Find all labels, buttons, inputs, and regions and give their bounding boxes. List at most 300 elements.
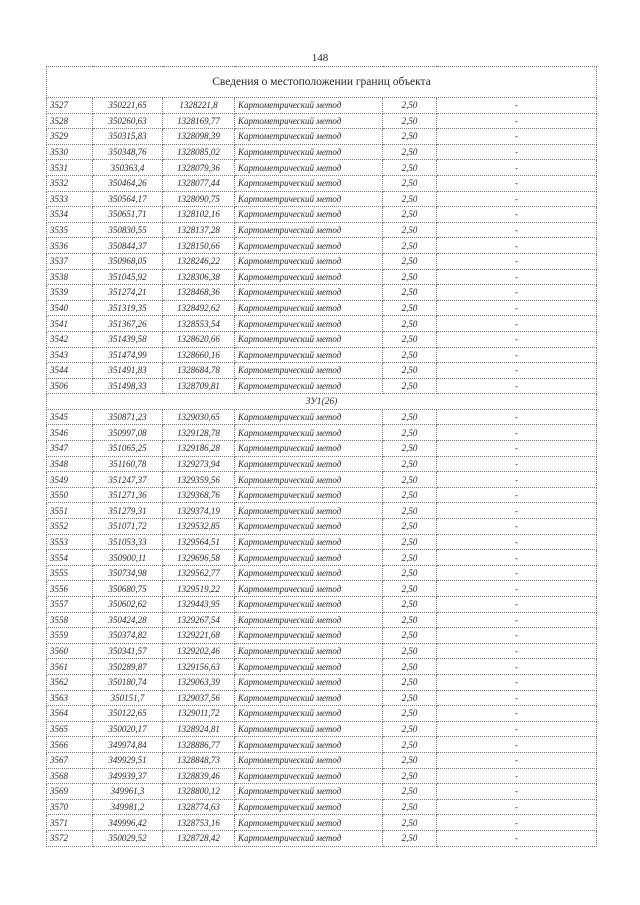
x-coordinate-cell: 349961,3 xyxy=(93,784,163,800)
method-cell: Картометрический метод xyxy=(235,519,383,535)
method-cell: Картометрический метод xyxy=(235,674,383,690)
accuracy-cell: 2,50 xyxy=(383,830,437,846)
x-coordinate-cell: 351274,21 xyxy=(93,285,163,301)
point-number-cell: 3544 xyxy=(47,363,93,379)
point-number-cell: 3534 xyxy=(47,207,93,223)
description-cell: - xyxy=(437,175,597,191)
method-cell: Картометрический метод xyxy=(235,799,383,815)
description-cell: - xyxy=(437,253,597,269)
point-number-cell: 3569 xyxy=(47,784,93,800)
table-row xyxy=(47,129,597,145)
description-cell: - xyxy=(437,113,597,129)
accuracy-cell: 2,50 xyxy=(383,175,437,191)
x-coordinate-cell: 351071,72 xyxy=(93,519,163,535)
method-cell: Картометрический метод xyxy=(235,363,383,379)
table-row xyxy=(47,721,597,737)
point-number-cell: 3560 xyxy=(47,643,93,659)
method-cell: Картометрический метод xyxy=(235,222,383,238)
method-cell: Картометрический метод xyxy=(235,721,383,737)
y-coordinate-cell: 1328753,16 xyxy=(163,815,235,831)
y-coordinate-cell: 1328924,81 xyxy=(163,721,235,737)
point-number-cell: 3549 xyxy=(47,472,93,488)
table-row xyxy=(47,378,597,394)
accuracy-cell: 2,50 xyxy=(383,534,437,550)
table-row xyxy=(47,113,597,129)
description-cell: - xyxy=(437,441,597,457)
method-cell: Картометрический метод xyxy=(235,659,383,675)
accuracy-cell: 2,50 xyxy=(383,331,437,347)
description-cell: - xyxy=(437,534,597,550)
point-number-cell: 3531 xyxy=(47,160,93,176)
table-row xyxy=(47,628,597,644)
x-coordinate-cell: 351439,58 xyxy=(93,331,163,347)
point-number-cell: 3561 xyxy=(47,659,93,675)
method-cell: Картометрический метод xyxy=(235,300,383,316)
page-number: 148 xyxy=(311,52,329,64)
accuracy-cell: 2,50 xyxy=(383,799,437,815)
method-cell: Картометрический метод xyxy=(235,737,383,753)
x-coordinate-cell: 350180,74 xyxy=(93,674,163,690)
table-row xyxy=(47,550,597,566)
x-coordinate-cell: 349929,51 xyxy=(93,752,163,768)
point-number-cell: 3553 xyxy=(47,534,93,550)
accuracy-cell: 2,50 xyxy=(383,737,437,753)
description-cell: - xyxy=(437,144,597,160)
accuracy-cell: 2,50 xyxy=(383,191,437,207)
accuracy-cell: 2,50 xyxy=(383,628,437,644)
point-number-cell: 3539 xyxy=(47,285,93,301)
method-cell: Картометрический метод xyxy=(235,144,383,160)
x-coordinate-cell: 350260,63 xyxy=(93,113,163,129)
point-number-cell: 3547 xyxy=(47,441,93,457)
method-cell: Картометрический метод xyxy=(235,441,383,457)
point-number-cell: 3541 xyxy=(47,316,93,332)
y-coordinate-cell: 1328468,36 xyxy=(163,285,235,301)
y-coordinate-cell: 1329030,65 xyxy=(163,409,235,425)
table-row xyxy=(47,581,597,597)
point-number-cell: 3533 xyxy=(47,191,93,207)
point-number-cell: 3563 xyxy=(47,690,93,706)
table-row xyxy=(47,612,597,628)
point-number-cell: 3532 xyxy=(47,175,93,191)
y-coordinate-cell: 1329519,22 xyxy=(163,581,235,597)
point-number-cell: 3550 xyxy=(47,487,93,503)
table-row xyxy=(47,534,597,550)
point-number-cell: 3566 xyxy=(47,737,93,753)
accuracy-cell: 2,50 xyxy=(383,612,437,628)
accuracy-cell: 2,50 xyxy=(383,300,437,316)
x-coordinate-cell: 350651,71 xyxy=(93,207,163,223)
y-coordinate-cell: 1329011,72 xyxy=(163,706,235,722)
method-cell: Картометрический метод xyxy=(235,487,383,503)
y-coordinate-cell: 1328102,16 xyxy=(163,207,235,223)
y-coordinate-cell: 1329128,78 xyxy=(163,425,235,441)
table-row xyxy=(47,659,597,675)
description-cell: - xyxy=(437,721,597,737)
description-cell: - xyxy=(437,784,597,800)
description-cell: - xyxy=(437,409,597,425)
table-row xyxy=(47,222,597,238)
x-coordinate-cell: 350871,23 xyxy=(93,409,163,425)
table-row xyxy=(47,269,597,285)
accuracy-cell: 2,50 xyxy=(383,113,437,129)
y-coordinate-cell: 1328774,63 xyxy=(163,799,235,815)
accuracy-cell: 2,50 xyxy=(383,768,437,784)
method-cell: Картометрический метод xyxy=(235,331,383,347)
table-row xyxy=(47,519,597,535)
point-number-cell: 3568 xyxy=(47,768,93,784)
x-coordinate-cell: 350602,62 xyxy=(93,597,163,613)
method-cell: Картометрический метод xyxy=(235,347,383,363)
table-row xyxy=(47,456,597,472)
method-cell: Картометрический метод xyxy=(235,534,383,550)
accuracy-cell: 2,50 xyxy=(383,519,437,535)
x-coordinate-cell: 351053,33 xyxy=(93,534,163,550)
method-cell: Картометрический метод xyxy=(235,238,383,254)
description-cell: - xyxy=(437,519,597,535)
x-coordinate-cell: 350734,98 xyxy=(93,565,163,581)
accuracy-cell: 2,50 xyxy=(383,425,437,441)
method-cell: Картометрический метод xyxy=(235,768,383,784)
method-cell: Картометрический метод xyxy=(235,581,383,597)
table-row xyxy=(47,144,597,160)
description-cell: - xyxy=(437,550,597,566)
method-cell: Картометрический метод xyxy=(235,612,383,628)
y-coordinate-cell: 1328090,75 xyxy=(163,191,235,207)
point-number-cell: 3552 xyxy=(47,519,93,535)
point-number-cell: 3529 xyxy=(47,129,93,145)
y-coordinate-cell: 1328848,73 xyxy=(163,752,235,768)
accuracy-cell: 2,50 xyxy=(383,441,437,457)
description-cell: - xyxy=(437,378,597,394)
description-cell: - xyxy=(437,830,597,846)
description-cell: - xyxy=(437,737,597,753)
point-number-cell: 3572 xyxy=(47,830,93,846)
method-cell: Картометрический метод xyxy=(235,690,383,706)
accuracy-cell: 2,50 xyxy=(383,456,437,472)
x-coordinate-cell: 351474,99 xyxy=(93,347,163,363)
x-coordinate-cell: 351247,37 xyxy=(93,472,163,488)
table-row xyxy=(47,363,597,379)
description-cell: - xyxy=(437,503,597,519)
table-row xyxy=(47,285,597,301)
accuracy-cell: 2,50 xyxy=(383,674,437,690)
description-cell: - xyxy=(437,129,597,145)
accuracy-cell: 2,50 xyxy=(383,160,437,176)
method-cell: Картометрический метод xyxy=(235,830,383,846)
description-cell: - xyxy=(437,160,597,176)
point-number-cell: 3571 xyxy=(47,815,93,831)
table-row xyxy=(47,98,597,114)
y-coordinate-cell: 1328306,38 xyxy=(163,269,235,285)
method-cell: Картометрический метод xyxy=(235,706,383,722)
y-coordinate-cell: 1328684,78 xyxy=(163,363,235,379)
accuracy-cell: 2,50 xyxy=(383,316,437,332)
accuracy-cell: 2,50 xyxy=(383,503,437,519)
x-coordinate-cell: 350564,17 xyxy=(93,191,163,207)
accuracy-cell: 2,50 xyxy=(383,129,437,145)
description-cell: - xyxy=(437,799,597,815)
method-cell: Картометрический метод xyxy=(235,269,383,285)
point-number-cell: 3546 xyxy=(47,425,93,441)
y-coordinate-cell: 1328150,66 xyxy=(163,238,235,254)
description-cell: - xyxy=(437,347,597,363)
y-coordinate-cell: 1329156,63 xyxy=(163,659,235,675)
description-cell: - xyxy=(437,285,597,301)
method-cell: Картометрический метод xyxy=(235,456,383,472)
y-coordinate-cell: 1328492,62 xyxy=(163,300,235,316)
description-cell: - xyxy=(437,565,597,581)
accuracy-cell: 2,50 xyxy=(383,659,437,675)
table-row xyxy=(47,207,597,223)
table-row xyxy=(47,175,597,191)
point-number-cell: 3562 xyxy=(47,674,93,690)
description-cell: - xyxy=(437,581,597,597)
point-number-cell: 3558 xyxy=(47,612,93,628)
table-body xyxy=(47,67,597,847)
y-coordinate-cell: 1328660,16 xyxy=(163,347,235,363)
point-number-cell: 3543 xyxy=(47,347,93,363)
method-cell: Картометрический метод xyxy=(235,113,383,129)
x-coordinate-cell: 350315,83 xyxy=(93,129,163,145)
x-coordinate-cell: 350122,65 xyxy=(93,706,163,722)
y-coordinate-cell: 1328709,81 xyxy=(163,378,235,394)
table-title: Сведения о местоположении границ объекта xyxy=(47,67,597,98)
y-coordinate-cell: 1329374,19 xyxy=(163,503,235,519)
accuracy-cell: 2,50 xyxy=(383,550,437,566)
accuracy-cell: 2,50 xyxy=(383,253,437,269)
method-cell: Картометрический метод xyxy=(235,784,383,800)
table-row xyxy=(47,238,597,254)
accuracy-cell: 2,50 xyxy=(383,752,437,768)
description-cell: - xyxy=(437,269,597,285)
y-coordinate-cell: 1329202,46 xyxy=(163,643,235,659)
table-row xyxy=(47,503,597,519)
x-coordinate-cell: 350348,76 xyxy=(93,144,163,160)
y-coordinate-cell: 1329273,94 xyxy=(163,456,235,472)
table-row xyxy=(47,768,597,784)
y-coordinate-cell: 1328085,02 xyxy=(163,144,235,160)
method-cell: Картометрический метод xyxy=(235,316,383,332)
y-coordinate-cell: 1329562,77 xyxy=(163,565,235,581)
point-number-cell: 3545 xyxy=(47,409,93,425)
description-cell: - xyxy=(437,472,597,488)
accuracy-cell: 2,50 xyxy=(383,144,437,160)
accuracy-cell: 2,50 xyxy=(383,706,437,722)
y-coordinate-cell: 1328077,44 xyxy=(163,175,235,191)
accuracy-cell: 2,50 xyxy=(383,98,437,114)
accuracy-cell: 2,50 xyxy=(383,721,437,737)
x-coordinate-cell: 350844,37 xyxy=(93,238,163,254)
x-coordinate-cell: 350968,05 xyxy=(93,253,163,269)
table-row xyxy=(47,830,597,846)
y-coordinate-cell: 1329564,51 xyxy=(163,534,235,550)
method-cell: Картометрический метод xyxy=(235,628,383,644)
x-coordinate-cell: 350900,11 xyxy=(93,550,163,566)
y-coordinate-cell: 1329696,58 xyxy=(163,550,235,566)
method-cell: Картометрический метод xyxy=(235,175,383,191)
method-cell: Картометрический метод xyxy=(235,285,383,301)
table-row xyxy=(47,253,597,269)
description-cell: - xyxy=(437,643,597,659)
table-row xyxy=(47,316,597,332)
accuracy-cell: 2,50 xyxy=(383,815,437,831)
x-coordinate-cell: 350341,57 xyxy=(93,643,163,659)
y-coordinate-cell: 1328553,54 xyxy=(163,316,235,332)
section-label: ЗУ1(26) xyxy=(47,394,597,410)
description-cell: - xyxy=(437,612,597,628)
y-coordinate-cell: 1328728,42 xyxy=(163,830,235,846)
y-coordinate-cell: 1329443,95 xyxy=(163,597,235,613)
y-coordinate-cell: 1329221,68 xyxy=(163,628,235,644)
y-coordinate-cell: 1328246,22 xyxy=(163,253,235,269)
point-number-cell: 3557 xyxy=(47,597,93,613)
x-coordinate-cell: 351319,35 xyxy=(93,300,163,316)
description-cell: - xyxy=(437,331,597,347)
description-cell: - xyxy=(437,597,597,613)
y-coordinate-cell: 1328221,8 xyxy=(163,98,235,114)
accuracy-cell: 2,50 xyxy=(383,409,437,425)
point-number-cell: 3535 xyxy=(47,222,93,238)
method-cell: Картометрический метод xyxy=(235,503,383,519)
description-cell: - xyxy=(437,706,597,722)
y-coordinate-cell: 1328169,77 xyxy=(163,113,235,129)
table-row xyxy=(47,472,597,488)
method-cell: Картометрический метод xyxy=(235,160,383,176)
method-cell: Картометрический метод xyxy=(235,425,383,441)
accuracy-cell: 2,50 xyxy=(383,643,437,659)
description-cell: - xyxy=(437,363,597,379)
description-cell: - xyxy=(437,690,597,706)
table-row xyxy=(47,347,597,363)
table-row xyxy=(47,706,597,722)
x-coordinate-cell: 349939,37 xyxy=(93,768,163,784)
x-coordinate-cell: 350289,87 xyxy=(93,659,163,675)
point-number-cell: 3538 xyxy=(47,269,93,285)
table-row xyxy=(47,409,597,425)
x-coordinate-cell: 350997,08 xyxy=(93,425,163,441)
point-number-cell: 3556 xyxy=(47,581,93,597)
x-coordinate-cell: 350464,26 xyxy=(93,175,163,191)
description-cell: - xyxy=(437,456,597,472)
accuracy-cell: 2,50 xyxy=(383,487,437,503)
table-row xyxy=(47,300,597,316)
description-cell: - xyxy=(437,238,597,254)
accuracy-cell: 2,50 xyxy=(383,690,437,706)
table-row xyxy=(47,799,597,815)
y-coordinate-cell: 1329037,56 xyxy=(163,690,235,706)
table-row xyxy=(47,815,597,831)
y-coordinate-cell: 1328800,12 xyxy=(163,784,235,800)
x-coordinate-cell: 350680,75 xyxy=(93,581,163,597)
point-number-cell: 3506 xyxy=(47,378,93,394)
table-row xyxy=(47,160,597,176)
table-row xyxy=(47,425,597,441)
method-cell: Картометрический метод xyxy=(235,129,383,145)
accuracy-cell: 2,50 xyxy=(383,347,437,363)
accuracy-cell: 2,50 xyxy=(383,222,437,238)
y-coordinate-cell: 1328886,77 xyxy=(163,737,235,753)
description-cell: - xyxy=(437,659,597,675)
x-coordinate-cell: 351160,78 xyxy=(93,456,163,472)
point-number-cell: 3528 xyxy=(47,113,93,129)
x-coordinate-cell: 350029,52 xyxy=(93,830,163,846)
description-cell: - xyxy=(437,191,597,207)
accuracy-cell: 2,50 xyxy=(383,565,437,581)
table-row xyxy=(47,784,597,800)
point-number-cell: 3559 xyxy=(47,628,93,644)
table-row xyxy=(47,191,597,207)
description-cell: - xyxy=(437,674,597,690)
method-cell: Картометрический метод xyxy=(235,752,383,768)
method-cell: Картометрический метод xyxy=(235,98,383,114)
accuracy-cell: 2,50 xyxy=(383,238,437,254)
accuracy-cell: 2,50 xyxy=(383,472,437,488)
x-coordinate-cell: 350374,82 xyxy=(93,628,163,644)
method-cell: Картометрический метод xyxy=(235,643,383,659)
table-row xyxy=(47,441,597,457)
point-number-cell: 3554 xyxy=(47,550,93,566)
method-cell: Картометрический метод xyxy=(235,550,383,566)
point-number-cell: 3555 xyxy=(47,565,93,581)
x-coordinate-cell: 349996,42 xyxy=(93,815,163,831)
point-number-cell: 3537 xyxy=(47,253,93,269)
x-coordinate-cell: 351367,26 xyxy=(93,316,163,332)
section-header-row xyxy=(47,394,597,410)
point-number-cell: 3530 xyxy=(47,144,93,160)
description-cell: - xyxy=(437,487,597,503)
x-coordinate-cell: 351491,83 xyxy=(93,363,163,379)
x-coordinate-cell: 349974,84 xyxy=(93,737,163,753)
method-cell: Картометрический метод xyxy=(235,472,383,488)
point-number-cell: 3540 xyxy=(47,300,93,316)
x-coordinate-cell: 350221,65 xyxy=(93,98,163,114)
method-cell: Картометрический метод xyxy=(235,565,383,581)
description-cell: - xyxy=(437,316,597,332)
x-coordinate-cell: 350830,55 xyxy=(93,222,163,238)
description-cell: - xyxy=(437,752,597,768)
y-coordinate-cell: 1328098,39 xyxy=(163,129,235,145)
x-coordinate-cell: 350151,7 xyxy=(93,690,163,706)
y-coordinate-cell: 1329186,28 xyxy=(163,441,235,457)
accuracy-cell: 2,50 xyxy=(383,285,437,301)
point-number-cell: 3564 xyxy=(47,706,93,722)
description-cell: - xyxy=(437,815,597,831)
point-number-cell: 3570 xyxy=(47,799,93,815)
table-row xyxy=(47,565,597,581)
method-cell: Картометрический метод xyxy=(235,815,383,831)
method-cell: Картометрический метод xyxy=(235,597,383,613)
point-number-cell: 3536 xyxy=(47,238,93,254)
point-number-cell: 3567 xyxy=(47,752,93,768)
table-row xyxy=(47,643,597,659)
y-coordinate-cell: 1329359,56 xyxy=(163,472,235,488)
x-coordinate-cell: 351065,25 xyxy=(93,441,163,457)
x-coordinate-cell: 350020,17 xyxy=(93,721,163,737)
accuracy-cell: 2,50 xyxy=(383,269,437,285)
method-cell: Картометрический метод xyxy=(235,191,383,207)
x-coordinate-cell: 351498,33 xyxy=(93,378,163,394)
accuracy-cell: 2,50 xyxy=(383,597,437,613)
x-coordinate-cell: 351279,31 xyxy=(93,503,163,519)
y-coordinate-cell: 1329532,85 xyxy=(163,519,235,535)
description-cell: - xyxy=(437,222,597,238)
description-cell: - xyxy=(437,628,597,644)
table-row xyxy=(47,597,597,613)
point-number-cell: 3542 xyxy=(47,331,93,347)
x-coordinate-cell: 350363,4 xyxy=(93,160,163,176)
point-number-cell: 3565 xyxy=(47,721,93,737)
